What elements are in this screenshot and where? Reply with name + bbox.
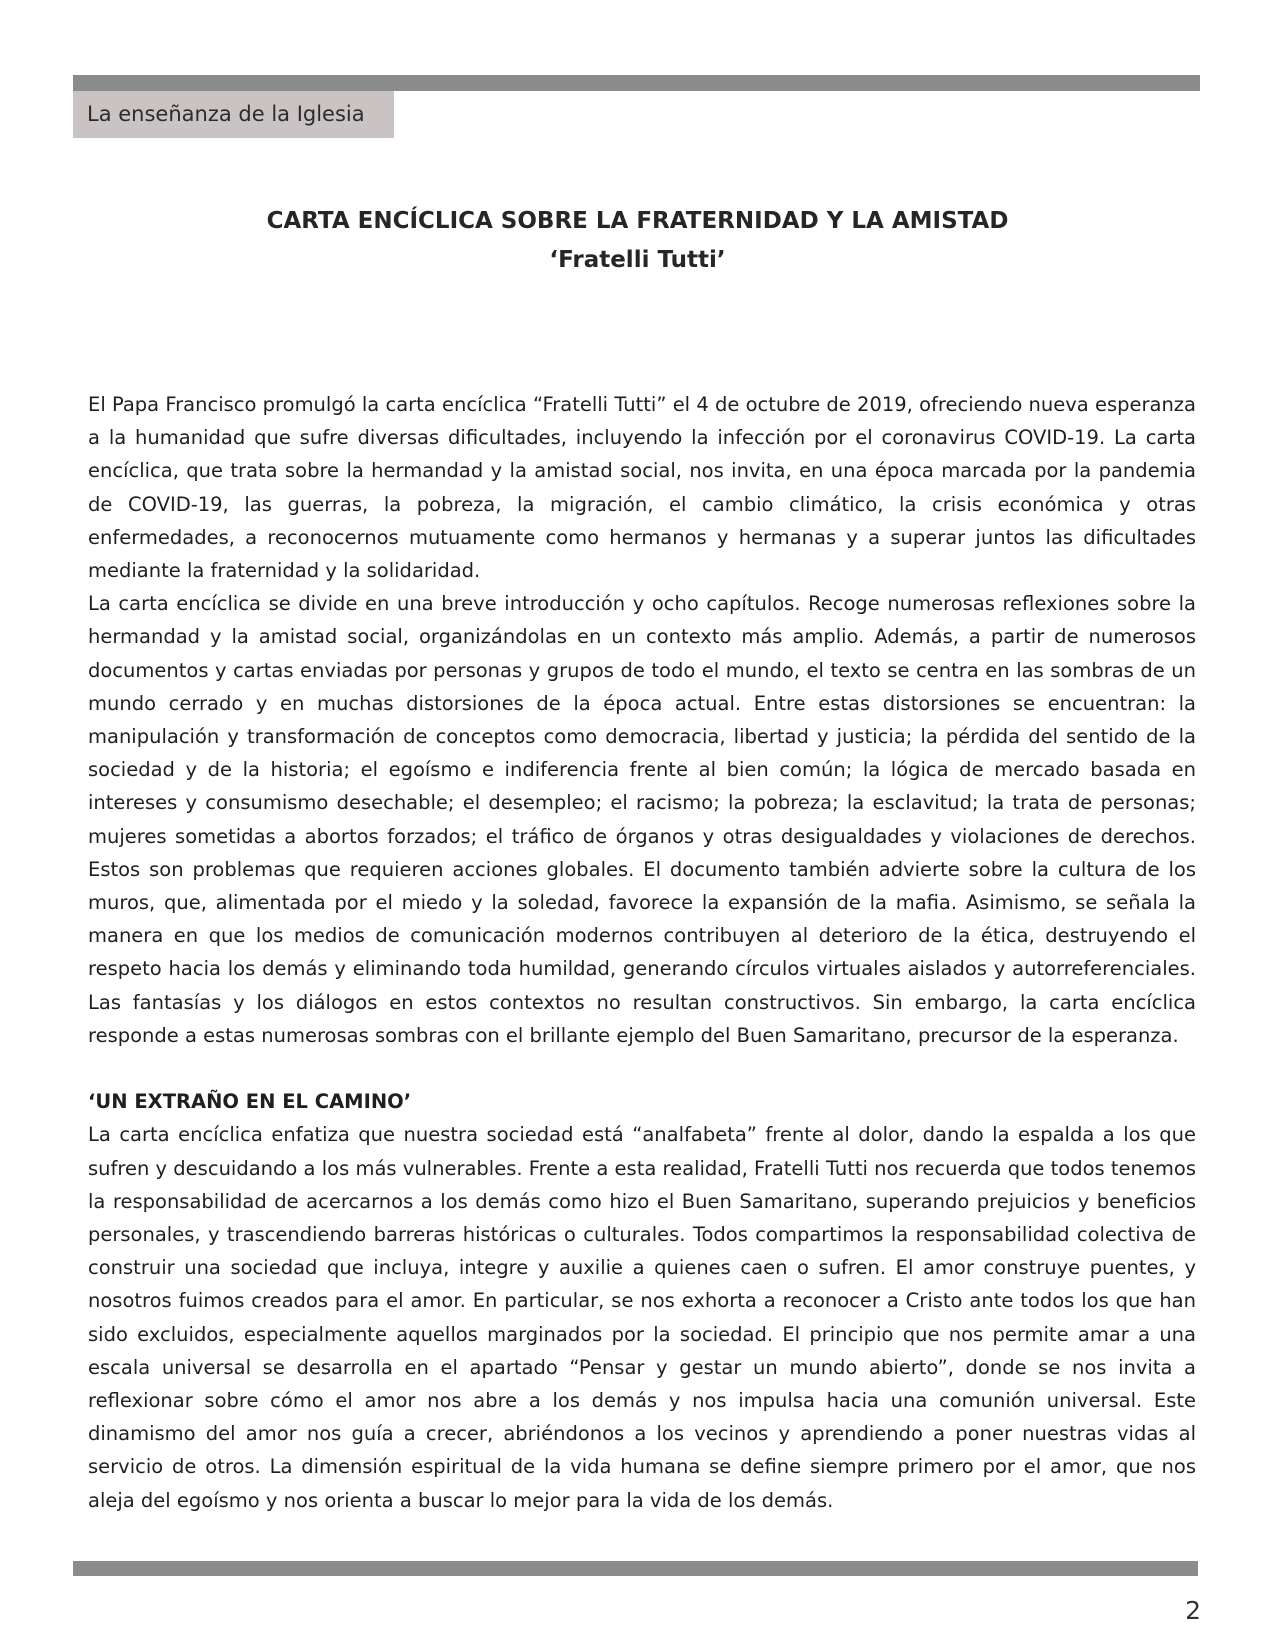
document-title [0, 202, 1275, 280]
page-number: 2 [1185, 1596, 1201, 1625]
footer-rule [73, 1561, 1198, 1576]
paragraph-stranger: La carta encíclica enfatiza que nuestra sociedad está “analfabeta” frente al dolor, dando la espalda a los que sufren y descuidando a los más vulnerables. Frente a esta realidad, Fratelli Tutti nos recuerda que todos tenemos la responsabilidad de acercarnos a los demás como hizo el Buen Samaritano, superando prejuicios y beneficios personales, y trascendiendo barreras históricas o culturales. Todos compartimos la responsabilidad colectiva de construir una sociedad que incluya, integre y auxilie a quienes caen o sufren. El amor construye puentes, y nosotros fuimos creados para el amor. En particular, se nos exhorta a reconocer a Cristo ante todos los que han sido excluidos, especialmente aquellos marginados por la sociedad. El principio que nos permite amar a una escala universal se desarrolla en el apartado “Pensar y gestar un mundo abierto”, donde se nos invita a reflexionar sobre cómo el amor nos abre a los demás y nos impulsa hacia una comunión universal. Este dinamismo del amor nos guía a crecer, abriéndonos a los vecinos y aprendiendo a poner nuestras vidas al servicio de otros. La dimensión espiritual de la vida humana se define siempre primero por el amor, que nos aleja del egoísmo y nos orienta a buscar lo mejor para la vida de los demás. [88, 1123, 1196, 1512]
title-subtitle: ‘Fratelli Tutti’ [549, 247, 726, 273]
article-body [88, 388, 1196, 1517]
header-rule [73, 75, 1200, 91]
section-heading: ‘UN EXTRAÑO EN EL CAMINO’ [88, 1090, 412, 1114]
section-label: La enseñanza de la Iglesia [73, 91, 394, 138]
title-main: CARTA ENCÍCLICA SOBRE LA FRATERNIDAD Y LA AMISTAD [266, 208, 1009, 234]
paragraph-intro: El Papa Francisco promulgó la carta encíclica “Fratelli Tutti” el 4 de octubre de 2019, ofreciendo nueva esperanza a la humanidad que sufre diversas dificultades, incluyendo la infección por el coronavirus COVID-19. La carta encíclica, que trata sobre la hermandad y la amistad social, nos invita, en una época marcada por la pandemia de COVID-19, las guerras, la pobreza, la migración, el cambio climático, la crisis económica y otras enfermedades, a reconocernos mutuamente como hermanos y hermanas y a superar juntos las dificultades mediante la fraternidad y la solidaridad. [88, 393, 1196, 583]
paragraph-structure: La carta encíclica se divide en una breve introducción y ocho capítulos. Recoge numerosas reflexiones sobre la hermandad y la amistad social, organizándolas en un contexto más amplio. Además, a partir de numerosos documentos y cartas enviadas por personas y grupos de todo el mundo, el texto se centra en las sombras de un mundo cerrado y en muchas distorsiones de la época actual. Entre estas distorsiones se encuentran: la manipulación y transformación de conceptos como democracia, libertad y justicia; la pérdida del sentido de la sociedad y de la historia; el egoísmo e indiferencia frente al bien común; la lógica de mercado basada en intereses y consumismo desechable; el desempleo; el racismo; la pobreza; la esclavitud; la trata de personas; mujeres sometidas a abortos forzados; el tráfico de órganos y otras desigualdades y violaciones de derechos. Estos son problemas que requieren acciones globales. El documento también advierte sobre la cultura de los muros, que, alimentada por el miedo y la soledad, favorece la expansión de la mafia. Asimismo, se señala la manera en que los medios de comunicación modernos contribuyen al deterioro de la ética, destruyendo el respeto hacia los demás y eliminando toda humildad, generando círculos virtuales aislados y autorreferenciales. Las fantasías y los diálogos en estos contextos no resultan constructivos. Sin embargo, la carta encíclica responde a estas numerosas sombras con el brillante ejemplo del Buen Samaritano, precursor de la esperanza. [88, 592, 1196, 1047]
